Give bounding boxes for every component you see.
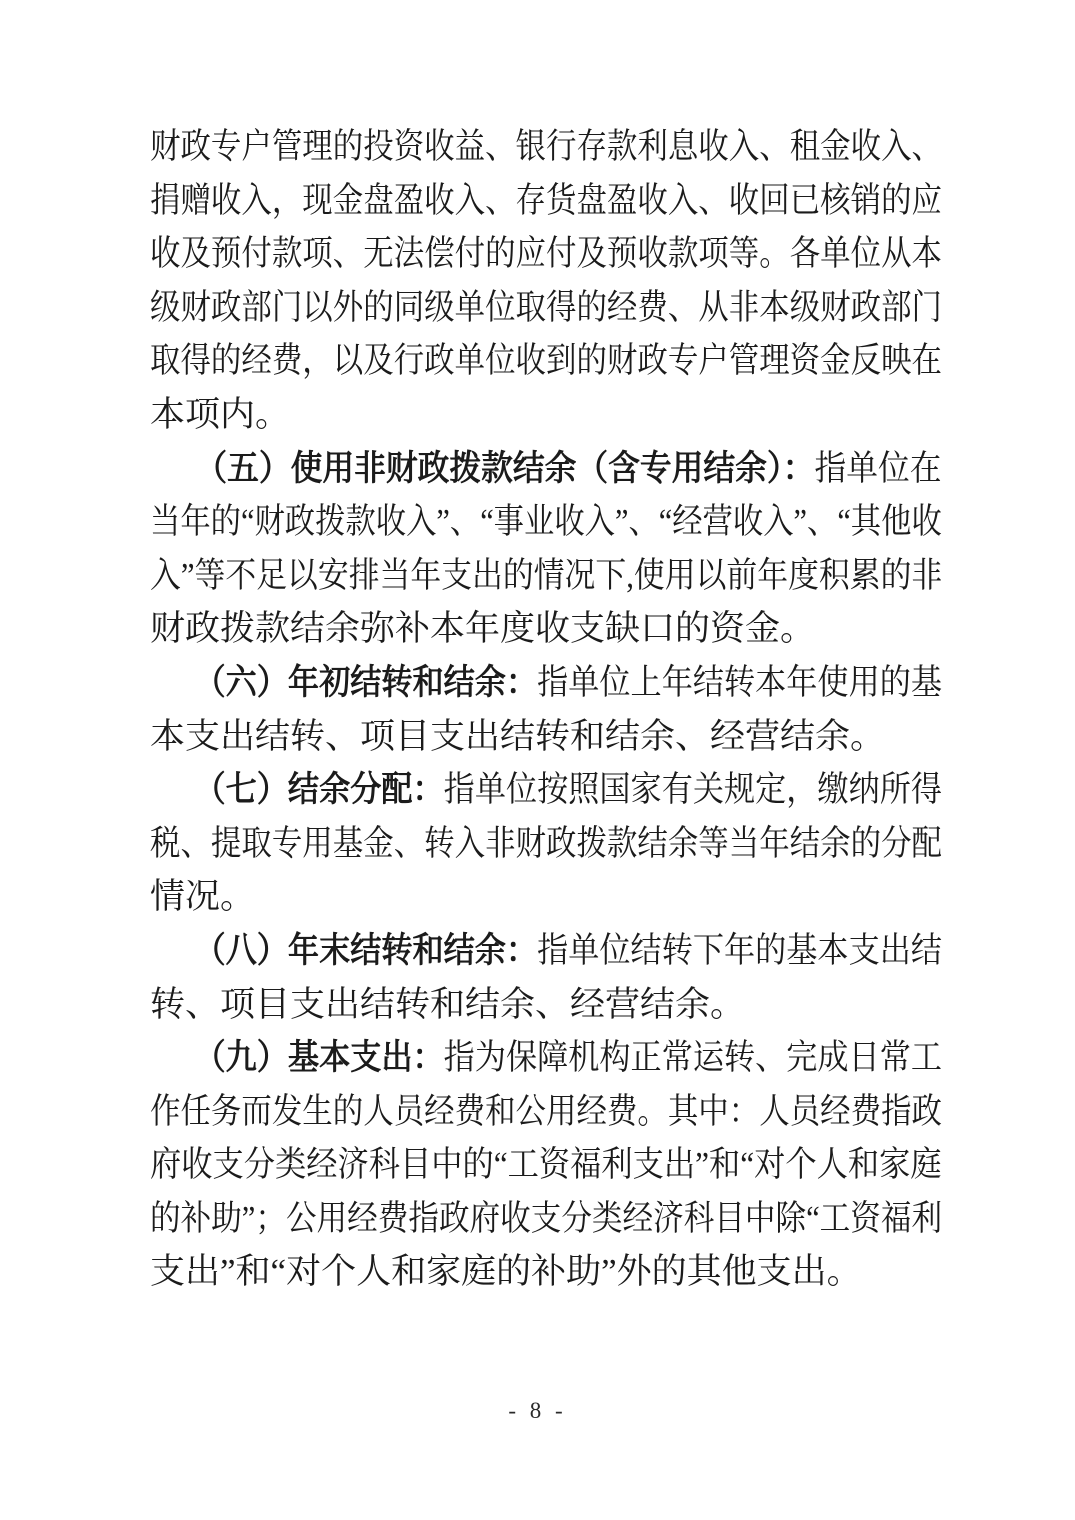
text-line [150, 281, 943, 335]
term-heading-bold: （九）基本支出： [194, 1038, 444, 1078]
text-segment: 转、项目支出结转和结余、经营结余。 [150, 984, 746, 1024]
text-line [150, 334, 943, 388]
text-segment: 指单位上年结转本年使用的基 [537, 662, 943, 702]
text-line [150, 870, 942, 924]
text-segment: 捐赠收入，现金盘盈收入、存货盘盈收入、收回已核销的应 [150, 180, 943, 220]
text-line [150, 1085, 943, 1139]
text-segment: 收及预付款项、无法偿付的应付及预收款项等。各单位从本 [150, 234, 943, 274]
text-line [150, 442, 942, 496]
term-heading-bold: （七）结余分配： [194, 770, 444, 810]
text-segment: 取得的经费，以及行政单位收到的财政专户管理资金反映在 [150, 341, 943, 381]
text-line [150, 1031, 943, 1085]
text-line [150, 1192, 943, 1246]
text-segment: 作任务而发生的人员经费和公用经费。其中：人员经费指政 [150, 1091, 943, 1131]
text-segment: 入”等不足以安排当年支出的情况下,使用以前年度积累的非 [150, 555, 943, 595]
document-text [150, 120, 942, 1299]
text-segment: 当年的“财政拨款收入”、“事业收入”、“经营收入”、“其他收 [150, 502, 942, 542]
text-line [150, 495, 942, 549]
text-line [150, 924, 943, 978]
text-line [150, 388, 942, 442]
text-segment: 情况。 [150, 877, 256, 917]
text-line [150, 710, 942, 764]
text-segment: 支出”和“对个人和家庭的补助”外的其他支出。 [150, 1252, 862, 1292]
page-number: - 8 - [508, 1398, 567, 1423]
text-segment: 级财政部门以外的同级单位取得的经费、从非本级财政部门 [150, 287, 943, 327]
text-segment: 税、提取专用基金、转入非财政拨款结余等当年结余的分配 [150, 823, 943, 863]
text-line [150, 1138, 942, 1192]
text-line [150, 1245, 942, 1299]
text-line [150, 174, 943, 228]
text-line [150, 656, 943, 710]
text-segment: 本支出结转、项目支出结转和结余、经营结余。 [150, 716, 886, 756]
text-segment: 指单位按照国家有关规定，缴纳所得 [443, 770, 943, 810]
text-line [150, 120, 943, 174]
text-line [150, 763, 943, 817]
term-heading-bold: （五）使用非财政拨款结余（含专用结余）： [195, 448, 815, 488]
term-heading-bold: （八）年末结转和结余： [194, 930, 538, 970]
text-line [150, 817, 943, 871]
text-segment: 指单位在 [814, 448, 942, 488]
text-segment: 指单位结转下年的基本支出结 [537, 930, 943, 970]
text-segment: 本项内。 [150, 394, 291, 434]
text-line [150, 549, 943, 603]
text-segment: 府收支分类经济科目中的“工资福利支出”和“对个人和家庭 [150, 1145, 942, 1185]
text-line [150, 978, 942, 1032]
text-segment: 财政拨款结余弥补本年度收支缺口的资金。 [150, 609, 816, 649]
text-line [150, 602, 942, 656]
text-segment: 的补助”；公用经费指政府收支分类经济科目中除“工资福利 [150, 1198, 943, 1238]
term-heading-bold: （六）年初结转和结余： [194, 662, 538, 702]
text-segment: 财政专户管理的投资收益、银行存款利息收入、租金收入、 [150, 127, 943, 166]
text-line [150, 227, 943, 281]
text-segment: 指为保障机构正常运转、完成日常工 [443, 1038, 943, 1078]
